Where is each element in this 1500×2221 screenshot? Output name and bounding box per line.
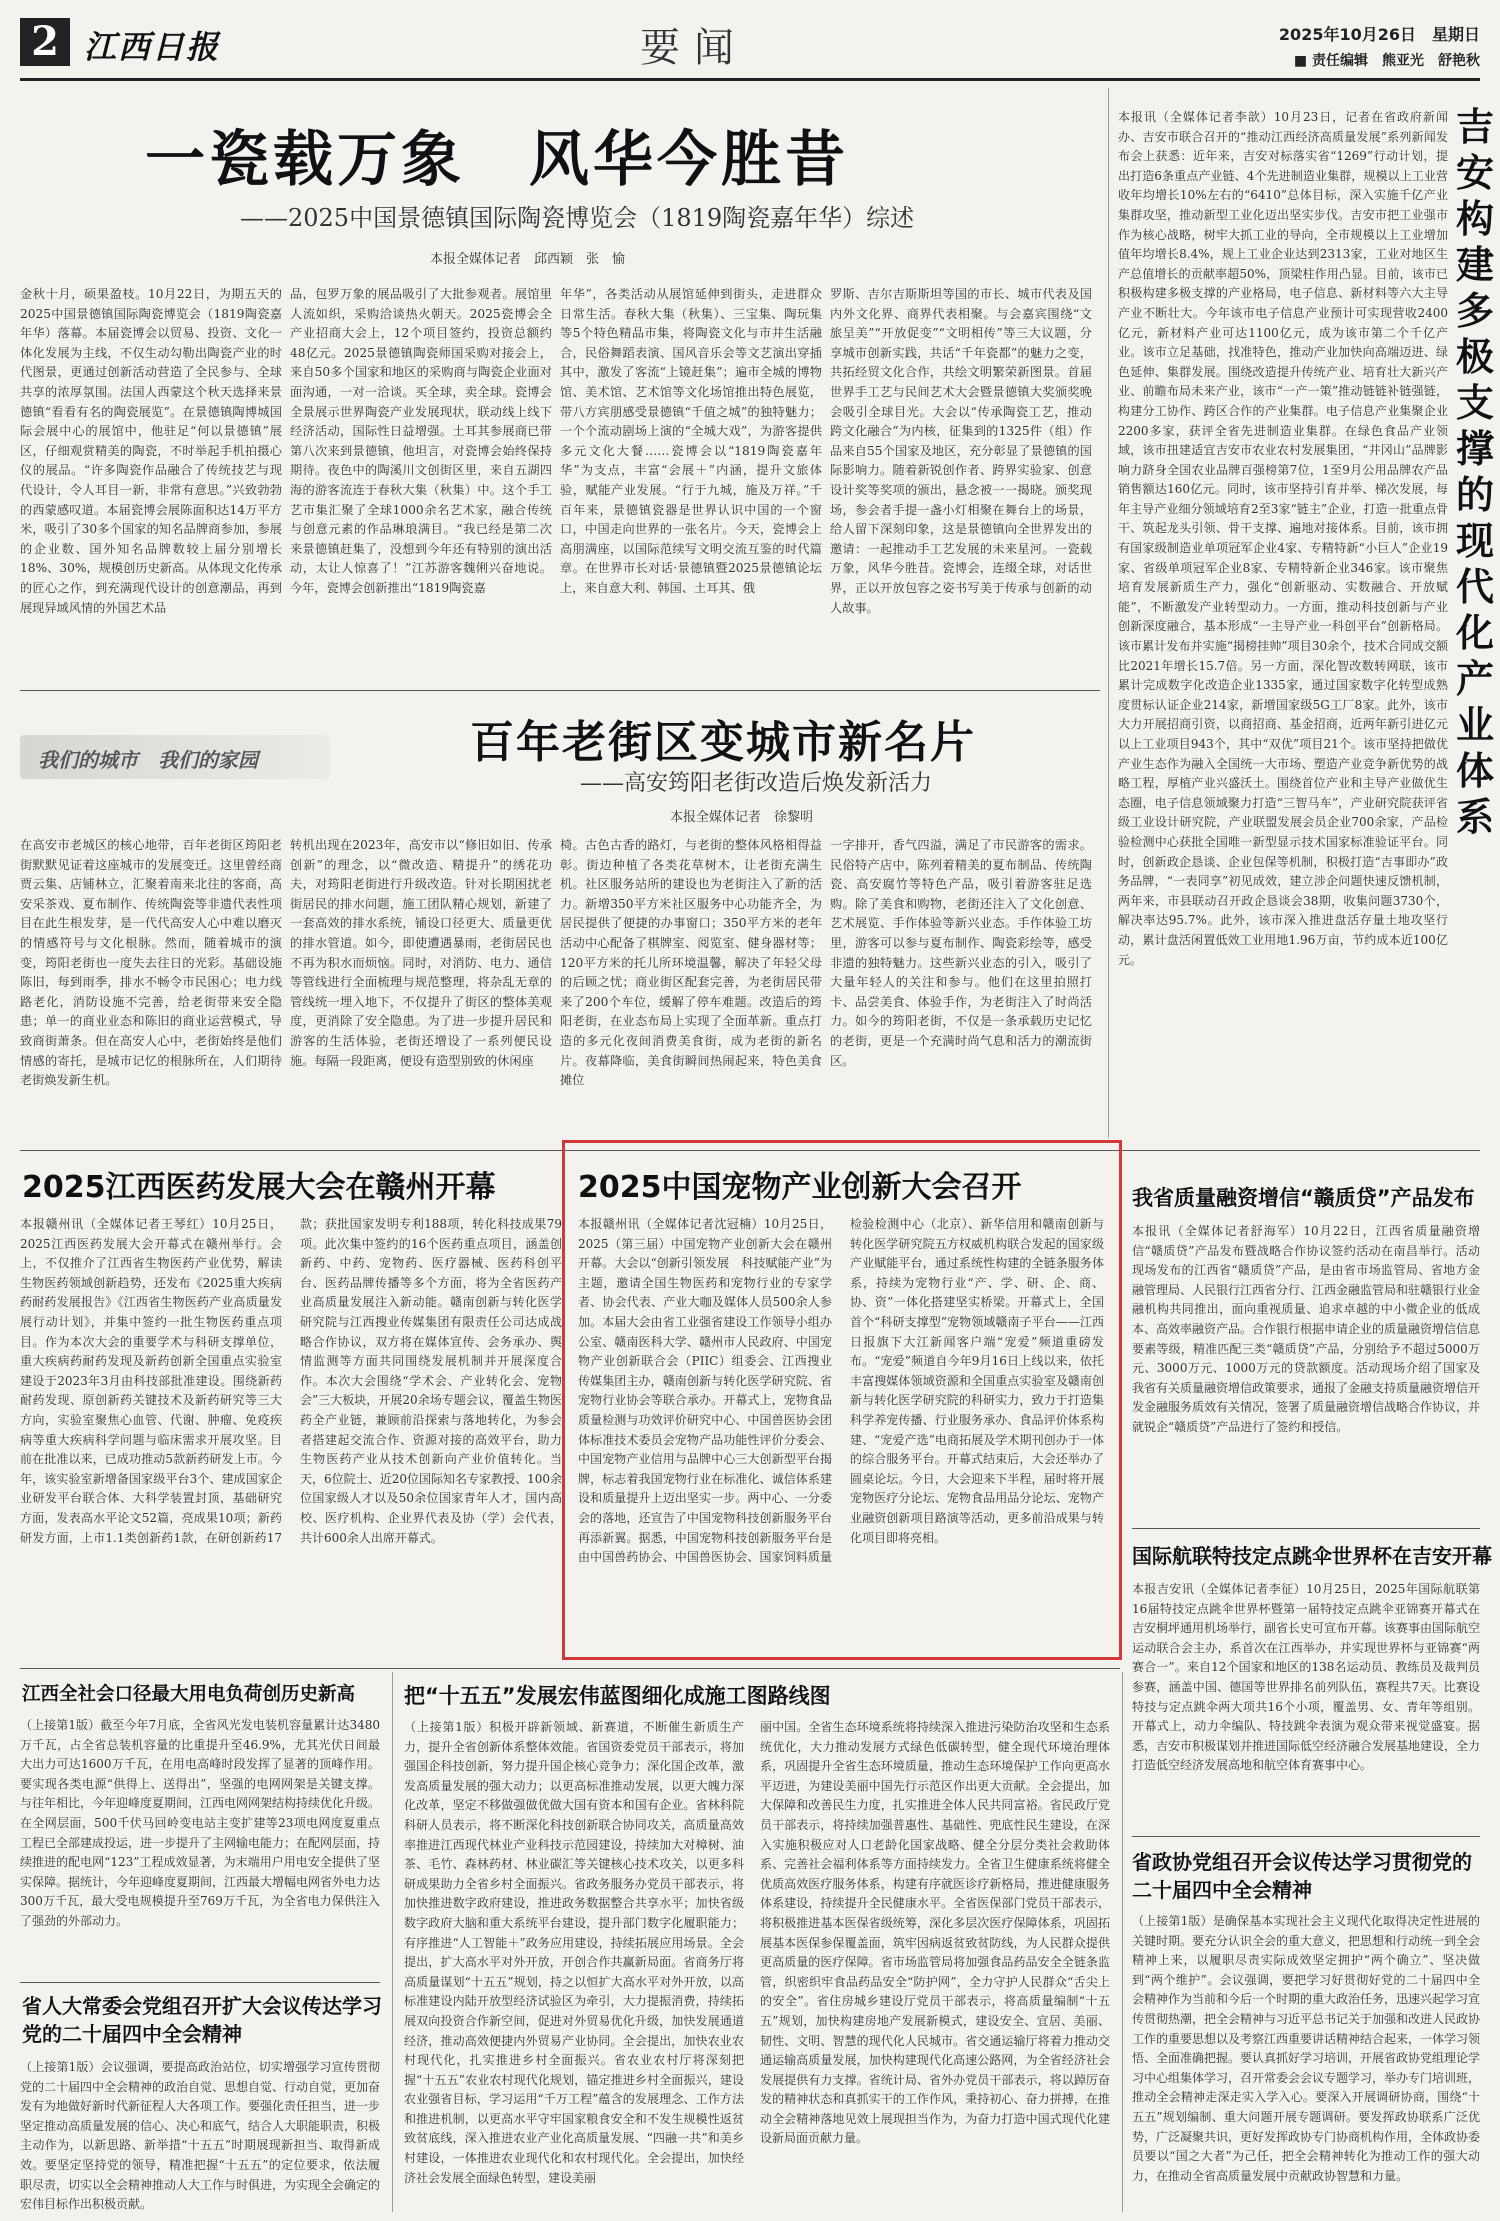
lead-article-column-2: 品，包罗万象的展品吸引了大批参观者。展馆里人流如织，采购洽谈热火朝天。2025瓷博会全产业招商大会上，12个项目签约，投资总额约48亿元。2025景德镇陶瓷师国采购对接会上，来自50多个国家和地区的采购商与陶瓷企业面对面沟通，一对一洽谈。买全球，卖全球。瓷博会全景展示世界陶瓷产业发展现状，联动线上线下经济活动，国际性日益增强。土耳其参展商已带第八次来到景德镇，他坦言，对瓷博会始终保持期待。夜色中的陶溪川文创街区里，来自五湖四海的游客流连于春秋大集（秋集）中。这个手工艺市集汇聚了全球1000余名艺术家，融合传统与创意元素的作品琳琅满目。“我已经是第二次来景德镇赶集了，没想到今年还有特别的演出活动，太让人惊喜了！”江苏游客魏俐兴奋地说。今年，瓷博会创新推出“1819陶瓷嘉 bbox=[290, 287, 552, 595]
fifteenth-plan-article-column-2: 丽中国。全省生态环境系统将持续深入推进污染防治攻坚和生态系统优化，大力推动发展方式绿色低碳转型，健全现代环境治理体系，巩固提升全省生态环境质量，推动生态环境保护工作向更高水平迈进，为建设美丽中国先行示范区作出更大贡献。全会提出，加大保障和改善民生力度，扎实推进全体人民共同富裕。省民政厅党员干部表示，将持续加强普惠性、基础性、兜底性民生建设，在深入实施积极应对人口老龄化国家战略、健全分层分类社会救助体系、完善社会福利体系等方面持续发力。全省卫生健康系统将健全优质高效医疗服务体系，构建有序就医诊疗新格局，推进健康服务体系建设，持续提升全民健康水平。全省医保部门党员干部表示，将积极推进基本医保省级统筹，深化多层次医疗保障体系，巩固拓展基本医保参保覆盖面，筑牢因病返贫致贫防线，为人民群众提供更高质量的医疗保障。省市场监管局将加强食品药品安全全链条监管，织密织牢食品药品安全“防护网”，全力守护人民群众“舌尖上的安全”。省住房城乡建设厅党员干部表示，将高质量编制“十五五”规划，加快构建房地产发展新模式，建设安全、宜居、美丽、韧性、文明、智慧的现代化人民城市。省交通运输厅将着力推动交通运输高质量发展，加快构建现代化高速公路网，为全省经济社会发展提供有力支撑。省统计局、省外办党员干部表示，将以踔厉奋发的精神状态和真抓实干的工作作风，秉持初心、奋力拼搏，在推动全会精神落地见效上展现担当作为，为奋力打造中国式现代化建设新局面贡献力量。 bbox=[760, 1720, 1110, 2146]
lead-article-column-4: 罗斯、吉尔吉斯斯坦等国的市长、城市代表及国内外文化界、商界代表相聚。与会嘉宾围绕“文旅呈美”“开放促变”“文明相传”等三大议题，分享城市创新实践，共话“千年瓷都”的魅力之变，共拓经贸文化合作，共绘文明繁荣新图景。首届世界手工艺与民间艺术大会暨景德镇大奖颁奖晚会吸引全球目光。大会以“传承陶瓷工艺，推动跨文化融合”为内核，征集到的1325件（组）作品来自55个国家及地区，充分彰显了景德镇的国际影响力。随着新锐创作者、跨界实验家、创意设计奖等奖项的颁出，悬念被一一揭晓。颁奖现场，参会者手提一盏小灯相聚在舞台上的场景，给人留下深刻印象，这是景德镇向全世界发出的邀请：一起推动手工艺发展的未来星河。一瓷载万象，风华今胜昔。瓷博会，连缀全球，对话世界，正以开放包容之姿书写美于传承与创新的动人故事。 bbox=[830, 287, 1092, 615]
second-article-column-3: 椅。古色古香的路灯，与老街的整体风格相得益彰。街边种植了各类花草树木，让老街充满生机。社区服务站所的建设也为老街注入了新的活力。新增350平方米社区服务中心功能齐全，为居民提供了便捷的办事窗口；350平方米的老年活动中心配备了棋牌室、阅览室、健身器材等；120平方米的托儿所环境温馨，解决了年轻父母的后顾之忧；商业街区配套完善，为老街居民带来了200个车位，缓解了停车难题。改造后的筠阳老街，在业态布局上实现了全面革新。重点打造的多元化夜间消费美食街，成为老街的新名片。夜幕降临，美食街瞬间热闹起来，特色美食摊位 bbox=[560, 838, 822, 1088]
second-article-subtitle: ——高安筠阳老街改造后焕发新活力 bbox=[580, 771, 933, 796]
aviation-article-text: 本报吉安讯（全媒体记者李征）10月25日，2025年国际航联第16届特技定点跳伞世界杯暨第一届特技定点跳伞亚锦赛开幕式在吉安桐坪通用机场举行，副省长史可宣布开幕。该赛事由国际航空运动联合会主办，系首次在江西举办，并实现世界杯与亚锦赛“两赛合一”。来自12个国家和地区的138名运动员、教练员及裁判员参赛，涵盖中国、德国等世界排名前列队伍，赛程共7天。比赛设特技与定点跳伞两大项共16个小项，覆盖男、女、青年等组别。开幕式上，动力伞编队、特技跳伞表演为观众带来视觉盛宴。据悉，吉安市积极谋划并推进国际低空经济融合发展基地建设，全力打造低空经济发展高地和航空体育赛事中心。 bbox=[1132, 1582, 1480, 1773]
lead-article-byline: 本报全媒体记者 邱西颖 张 愉 bbox=[430, 252, 626, 267]
right-feature-title: 吉安构建多极支撑的现代化产业体系 bbox=[1456, 105, 1495, 839]
quality-article-text: 本报讯（全媒体记者舒海军）10月22日，江西省质量融资增信“赣质贷”产品发布暨战略合作协议签约活动在南昌举行。活动现场发布的江西省“赣质贷”产品，是由省市场监管局、省地方金融管理局、人民银行江西省分行、江西金融监管局和驻赣银行业金融机构共同推出，面向重视质量、追求卓越的中小微企业的低成本、高效率融资产品。合作银行根据申请企业的质量融资增信信息要素等级，精准匹配三类“赣质贷”产品，分别给予不超过5000万元、3000万元、1000万元的贷款额度。活动现场介绍了国家及我省有关质量融资增信政策要求，通报了金融支持质量融资增信开发金融服务质效有关情况，签署了质量融资增信战略合作协议，并就锐企“赣质贷”产品进行了签约和授信。 bbox=[1132, 1224, 1480, 1434]
fifteenth-plan-article-column-1: （上接第1版）积极开辟新领域、新赛道，不断催生新质生产力，提升全省创新体系整体效能。省国资委党员干部表示，将加强国企科技创新，努力提升国企核心竞争力；深化国企改革，激发高质量发展的强大动力；以更高标准推动发展，以更大魄力深化改革，坚定不移做强做优做大国有资本和国有企业。省林科院科研人员表示，将不断深化科技创新联合协同攻关，高质量高效率推进江西现代林业产业科技示范园建设，持续加大对樟树、油茶、毛竹、森林药材、林业碳汇等关键核心技术攻关，以更多科研成果助力全省乡村全面振兴。省政务服务办党员干部表示，将加快推进数字政府建设，推进政务数据整合共享水平；加快省级数字政府大脑和重大系统平台建设，提升部门数字化履职能力；有序推进“人工智能＋”政务应用建设，持续拓展应用场景。全会提出，扩大高水平对外开放，开创合作共赢新局面。省商务厅将高质量谋划“十五五”规划，持之以恒扩大高水平对外开放，以高标准建设内陆开放型经济试验区为牵引，大力提振消费，持续拓展双向投资合作新空间，促进对外贸易优化升级，加快发展通道经济，推动高效便捷内外贸易产业协同。全会提出，加快农业农村现代化，扎实推进乡村全面振兴。省农业农村厅将深刻把握“十五五”农业农村现代化规划，锚定推进乡村全面振兴，建设农业强省目标，学习运用“千万工程”蕴含的发展理念、工作方法和推进机制，以更高水平守牢国家粮食安全和不发生规模性返贫致贫底线，深入推进农业产业化高质量发展、“四融一共”和美乡村建设，一体推进农业现代化和农村现代化。全会提出，加快经济社会发展全面绿色转型，建设美丽 bbox=[404, 1720, 744, 2185]
page-number: 2 bbox=[31, 18, 59, 65]
lower-right-divider bbox=[1122, 1672, 1123, 2212]
paper-name: 江西日报 bbox=[84, 28, 221, 66]
pet-article-text: 本报赣州讯（全媒体记者沈冠楠）10月25日，2025（第三届）中国宠物产业创新大会在赣州开幕。大会以“创新引领发展 科技赋能产业”为主题，邀请全国生物医药和宠物行业的专家学者、协会代表、产业大咖及媒体人员500余人参加。本届大会由省工业强省建设工作领导小组办公室、赣南医科大学、赣州市人民政府、中国宠物产业创新联合会（PIIC）组委会、江西搜业传媒集团主办，赣南创新与转化医学研究院、省宠物行业协会等联合承办。开幕式上，宠物食品质量检测与功效评价研究中心、中国兽医协会团体标准技术委员会宠物产品功能性评价分委会、中国宠物产业信用与品牌中心三大创新型平台揭牌，标志着我国宠物行业在标准化、诚信体系建设和质量提升上迈出坚实一步。两中心、一分委会的落地，还宣告了中国宠物科技创新服务平台再添新翼。据悉，中国宠物科技创新服务平台是由中国兽药协会、中国兽医协会、国家饲料质量检验检测中心（北京）、新华信用和赣南创新与转化医学研究院五方权威机构联合发起的国家级产业赋能平台，通过系统性构建的全链条服务体系，持续为宠物行业“产、学、研、企、商、协、资”一体化搭建坚实桥梁。开幕式上，全国首个“科研支撑型”宠物领域赣南子平台——江西日报旗下大江新闻客户端“宠爱”频道重磅发布。“宠爱”频道自今年9月16日上线以来，依托丰富搜媒体领域资源和全国重点实验室及赣南创新与转化医学研究院的科研实力，致力于打造集科学养宠传播、行业服务承办、食品评价体系构建、“宠爱产选”电商拓展及学术期刊创办于一体的综合服务平台。开幕式结束后，大会还举办了圆桌论坛。今日，大会迎来下半程，届时将开展宠物医疗分论坛、宠物食品用品分论坛、宠物产业融资创新项目路演等活动，更多前沿成果与转化项目即将亮相。 bbox=[578, 1217, 1104, 1565]
fifteenth-plan-article-title: 把“十五五”发展宏伟蓝图细化成施工图路线图 bbox=[404, 1684, 831, 1708]
second-article-byline: 本报全媒体记者 徐黎明 bbox=[670, 810, 814, 825]
second-article-column-4: 一字排开，香气四溢，满足了市民游客的需求。民俗特产店中，陈列着精美的夏布制品、传统陶瓷、高安腐竹等特色产品，吸引着游客驻足选购。除了美食和购物，老街还注入了文化创意、艺术展览、手作体验等新兴业态。手作体验工坊里，游客可以参与夏布制作、陶瓷彩绘等，感受非遗的独特魅力。这些新兴业态的引入，吸引了大量年轻人的关注和参与。他们在这里拍照打卡、品尝美食、体验手作，为老街注入了时尚活力。如今的筠阳老街，不仅是一条承载历史记忆的老街，更是一个充满时尚气息和活力的潮流街区。 bbox=[830, 838, 1092, 1068]
medicine-article-text: 本报赣州讯（全媒体记者王琴红）10月25日，2025江西医药发展大会开幕式在赣州举行。会上，不仅推介了江西省生物医药产业优势，解读生物医药领域创新趋势，还发布《2025重大疾病药耐药发展报告》《江西省生物医药产业高质量发展行动计划》，并集中签约一批生物医药重点项目。作为本次大会的重要学术与科研支撑单位，重大疾病药耐药发现及新药创新全国重点实验室建设于2023年3月由科技部批准建设。围绕新药耐药发现、原创新药关键技术及新药研究等三大方向，实验室聚焦心血管、代谢、肿瘤、免疫疾病等重大疾病科学问题与临床需求开展攻坚。目前在批准以来，已成功推动5款新药研发上市。今年，该实验室新增备国家级平台3个、建成国家企业研发平台联合体、大科学装置封顶，基础研究方面，发表高水平论文52篇，亮成果10项；新药研发方面，上市1.1类创新药1款，在研创新药17款；获批国家发明专利188项，转化科技成果79项。此次集中签约的16个医药重点项目，涵盖创新药、中药、宠物药、医疗器械、医药科创平台、医药品牌传播等多个方面，将为全省医药产业高质量发展注入新动能。赣南创新与转化医学研究院与江西搜业传媒集团有限责任公司达成战略合作协议，双方将在媒体宣传、会务承办、舆情监测等方面共同围绕发展机制并开展深度合作。本次大会围绕“学术会、产业转化会、宠物会”三大板块，开展20余场专题会议，覆盖生物医药全产业链，兼顾前沿探索与落地转化，为参会者搭建起交流合作、资源对接的高效平台，助力生物医药产业从技术创新向产业价值转化。当天，6位院士、近20位国际知名专家教授、100余位国家级人才以及50余位国家青年人才，国内高校、医疗机构、企业界代表及协（学）会代表，共计600余人出席开幕式。 bbox=[20, 1217, 562, 1545]
lower-left-divider bbox=[392, 1672, 393, 2212]
lead-right-divider bbox=[1108, 88, 1109, 1138]
lead-bottom-rule bbox=[20, 690, 1100, 691]
second-article-column-1: 在高安市老城区的核心地带，百年老街区筠阳老街默默见证着这座城市的发展变迁。这里曾经商贾云集、店铺林立，汇聚着南来北往的客商，高安采茶戏、夏布制作、传统陶瓷等非遗代表性项目在此生根发芽，是一代代高安人心中难以磨灭的情感符号与文化根脉。然而，随着城市的演变，筠阳老街也一度失去往日的光彩。基础设施陈旧，每到雨季，排水不畅令市民困心；电力线路老化，消防设施不完善，给老街带来安全隐患；单一的商业业态和陈旧的商业运营模式，导致商街萧条。但在高安人心中，老街始终是他们情感的寄托，是城市记忆的根脉所在，人们期待老街焕发新生机。 bbox=[20, 838, 282, 1088]
pet-article-title: 2025中国宠物产业创新大会召开 bbox=[578, 1170, 1022, 1205]
feature-banner-label: 我们的城市 我们的家园 bbox=[38, 748, 258, 772]
page-number-box bbox=[20, 18, 70, 66]
masthead bbox=[0, 0, 1500, 80]
lead-article-column-3: 年华”，各类活动从展馆延伸到街头，走进群众日常生活。春秋大集（秋集）、三宝集、陶玩集等5个特色精品市集，将陶瓷文化与市井生活融合，民俗舞蹈表演、国风音乐会等文艺演出穿插其中，激发了客流“上镜赶集”；遍市全城的博物馆、美术馆、艺术馆等文化场馆推出特色展览，带八方宾朋感受景德镇“千值之城”的独特魅力；一个个流动剧场上演的“全城大戏”，为游客提供多元文化大餐……瓷博会以“1819陶瓷嘉年华”为支点，丰富“会展＋”内涵，提升文旅体验，赋能产业发展。“行于九城，施及万祥。”千百年来，景德镇瓷器是世界认识中国的一个窗口，中国走向世界的一张名片。今天，瓷博会上高朋满座，以国际范续写文明交流互鉴的时代篇章。在世界市长对话·景德镇暨2025景德镇论坛上，来自意大利、韩国、土耳其、俄 bbox=[560, 287, 822, 595]
quality-article-title: 我省质量融资增信“赣质贷”产品发布 bbox=[1132, 1186, 1475, 1210]
electricity-bottom-rule bbox=[20, 1982, 380, 1983]
cppcc-top-rule bbox=[1132, 1836, 1480, 1837]
cppcc-article-text: （上接第1版）是确保基本实现社会主义现代化取得决定性进展的关键时期。要充分认识全会的重大意义，把思想和行动统一到全会精神上来，以履职尽责实际成效坚定拥护“两个确立”、坚决做到“两个维护”。会议强调，要把学习好贯彻好党的二十届四中全会精神作为当前和今后一个时期的重大政治任务，迅速兴起学习宣传贯彻热潮，把全会精神与习近平总书记关于加强和改进人民政协工作的重要思想以及考察江西重要讲话精神结合起来，一体学习领悟、全面准确把握。要认真抓好学习培训，开展省政协党组理论学习中心组集体学习，召开常委会会议专题学习，举办专门培训班，推动全会精神走深走实入学入心。要深入开展调研协商，围绕“十五五”规划编制、重大问题开展专题调研。要发挥政协联系广泛优势，广泛凝聚共识，更好发挥政协专门协商机构作用，全体政协委员要以“国之大者”为己任，把全会精神转化为推动工作的强大动力，在推动全省高质量发展中贡献政协智慧和力量。 bbox=[1132, 1914, 1480, 2183]
electricity-article-title: 江西全社会口径最大用电负荷创历史新高 bbox=[22, 1684, 356, 1705]
medicine-article-title: 2025江西医药发展大会在赣州开幕 bbox=[22, 1170, 496, 1205]
feature-banner bbox=[20, 735, 330, 779]
people-congress-article-title: 省人大常委会党组召开扩大会议传达学习党的二十届四中全会精神 bbox=[22, 1994, 382, 2046]
electricity-article-text: （上接第1版）截至今年7月底，全省风光发电装机容量累计达3480万千瓦，占全省总装机容量的比重提升至46.9%，尤其光伏日间最大出力可达1600万千瓦，在用电高峰时段发挥了显著的顶峰作用。要实现各类电源“供得上、送得出”，坚强的电网网架是关键支撑。与往年相比，今年迎峰度夏期间，江西电网网架结构持续优化升级。在全网层面，500千伏马回岭变电站主变扩建等23项电网度夏重点工程已全部建成投运，进一步提升了主网输电能力；在配网层面，持续推进的配电网“123”工程成效显著，为末端用户用电安全提供了坚实保障。据统计，今年迎峰度夏期间，江西最大增幅电网省外电力达300万千瓦，最大受电规模提升至769万千瓦，为全省电力保供注入了强劲的外部动力。 bbox=[20, 1718, 380, 1928]
lead-article-column-1: 金秋十月，硕果盈枝。10月22日，为期五天的2025中国景德镇国际陶瓷博览会（1819陶瓷嘉年华）落幕。本届瓷博会以贸易、投资、文化一体化发展为主线，不仅生动勾勒出陶瓷产业的时代图景，更通过创新活动营造了全民参与、全球共享的浓厚氛围。法国人西蒙这个秋天选择来景德镇“看看有名的陶瓷展览”。在景德镇陶博城国际会展中心的展馆中，他驻足“何以景德镇”展区，仔细观赏精美的陶瓷，不时举起手机拍摄心仪的展品。“许多陶瓷作品融合了传统技艺与现代设计，令人耳目一新，非常有意思。”兴致勃勃的西蒙感叹道。本届瓷博会展陈面积达14万平方米，吸引了30多个国家的知名品牌商参加，参展的企业数、国外知名品牌数较上届分别增长18%、30%，规模创历史新高。从体现文化传承的匠心之作，到充满现代设计的创意潮品，再到展现异域风情的外国艺术品 bbox=[20, 287, 282, 615]
second-article-column-2: 转机出现在2023年，高安市以“修旧如旧、传承创新”的理念，以“微改造、精提升”的绣花功夫，对筠阳老街进行升级改造。针对长期困扰老街居民的排水问题，施工团队精心规划，新建了一套高效的排水系统，铺设口径更大、质量更优的排水管道。如今，即使遭遇暴雨，老街居民也不再为积水而烦恼。同时，对消防、电力、通信等管线进行全面梳理与规范整理，将杂乱无章的管线统一埋入地下，不仅提升了街区的整体美观度，更消除了安全隐患。为了进一步提升居民和游客的生活体验，老街还增设了一系列便民设施。每隔一段距离，便设有造型别致的休闲座 bbox=[290, 838, 552, 1068]
second-article-title: 百年老街区变城市新名片 bbox=[470, 717, 976, 768]
right-feature-text: 本报讯（全媒体记者李歆）10月23日，记者在省政府新闻办、吉安市联合召开的“推动江西经济高质量发展”系列新闻发布会上获悉：近年来，吉安对标落实省“1269”行动计划，提出打造6条重点产业链、4个先进制造业集群，规模以上工业营收年均增长10%左右的“6410”总体目标，深入实施千亿产业集群攻坚，推动新型工业化迈出坚实步伐。吉安市把工业强市作为核心战略，树牢大抓工业的导向，全市规模以上工业增加值年均增长8.4%，规上工业企业达到2313家，工业对地区生产总值增长的贡献率超50%，顶梁柱作用凸显。目前，该市已积极构建多极支撑的产业格局，电子信息、新材料等六大主导产业不断壮大。今年该市电子信息产业预计可实现营收2400亿元，新材料产业可达1100亿元，成为该市第二个千亿产业。该市立足基础，找准特色，推动产业加快向高端迈进、绿色延伸、集群发展。围绕改造提升传统产业、培育壮大新兴产业、前瞻布局未来产业，该市“一产一策”推动链链补链强链，构建分工协作、跨区合作的产业集群。电子信息产业集聚企业2200多家，获评全省先进制造业集群。在绿色食品产业领域，该市扭建适宜吉安市农业农村发展集团，“井冈山”品牌影响力跻身全国农业品牌百强榜第7位，1至9月公用品牌农产品销售额达160亿元。同时，该市坚持引育并举、梯次发展，每年主导产业细分领域培育2至3家“链主”企业，打造一批重点骨干、筑起龙头引领、骨干支撑、遍地对接体系。目前，该市拥有国家级制造业单项冠军企业4家、专精特新“小巨人”企业19家、省级单项冠军企业8家、专精特新企业346家。该市聚焦培育发展新质生产力，强化“创新驱动、实数融合、开放赋能”，不断激发产业转型动力。一方面，推动科技创新与产业创新深度融合，基本形成“一主导产业一科创平台”创新格局。该市累计发布并实施“揭榜挂帅”项目30余个，技术合同成交额比2021年增长15.7倍。另一方面，深化智改数转网联，该市累计完成数字化改造企业1335家，通过国家数字化转型成熟度贯标认证企业214家，新增国家级5G工厂8家。此外，该市大力开展招商引资，以商招商、基金招商，近两年新引进亿元以上工业项目943个，其中“双优”项目21个。该市坚持把做优产业生态作为融入全国统一大市场、塑造产业竞争新优势的战略工程，厚植产业兴盛沃土。围绕首位产业和主导产业做优生态圈，电子信息领域聚力打造“三智马车”，产业研究院获评省级工业设计研究院，产业联盟发展会员企业700余家，产品检验检测中心获批全国唯一新型显示技术国家标准验证平台。同时，创新政企恳谈、企业包保等机制，积极打造“吉事即办”政务品牌，“一表同享”初见成效，建立涉企问题快速反馈机制，两年来，市县联动召开政企恳谈会38期，收集问题3730个，解决率达95.7%。此外，该市深入推进盘活存量土地攻坚行动，累计盘活闲置低效工业用地1.96万亩，节约成本近100亿元。 bbox=[1118, 110, 1448, 967]
quality-bottom-rule bbox=[1132, 1528, 1480, 1529]
people-congress-article-text: （上接第1版）会议强调，要提高政治站位，切实增强学习宣传贯彻党的二十届四中全会精神的政治自觉、思想自觉、行动自觉，更加奋发有为地做好新时代新征程人大各项工作。要强化责任担当，进一步坚定推动高质量发展的信心、决心和底气，结合人大职能职责，积极主动作为，以新思路、新举措“十五五”时期展现新担当、取得新成效。要坚定坚持党的领导，精准把握“十五五”的定位要求，依法履职尽责，切实以全会精神推动人大工作与时俱进，为实现全会确定的宏伟目标作出积极贡献。 bbox=[20, 2060, 380, 2212]
aviation-article-title: 国际航联特技定点跳伞世界杯在吉安开幕 bbox=[1132, 1544, 1492, 1568]
lower-section-rule bbox=[20, 1668, 1120, 1669]
issue-date: 2025年10月26日 星期日 bbox=[1278, 25, 1480, 44]
section-title: 要闻 bbox=[640, 25, 748, 71]
editors-credit: ■ 责任编辑 熊亚光 舒艳秋 bbox=[1293, 53, 1480, 69]
lead-article-title: 一瓷载万象 风华今胜昔 bbox=[145, 125, 849, 195]
lead-article-subtitle: ——2025中国景德镇国际陶瓷博览会（1819陶瓷嘉年华）综述 bbox=[240, 204, 915, 232]
cppcc-article-title: 省政协党组召开会议传达学习贯彻党的二十届四中全会精神 bbox=[1132, 1850, 1472, 1902]
masthead-rule bbox=[20, 78, 1480, 81]
